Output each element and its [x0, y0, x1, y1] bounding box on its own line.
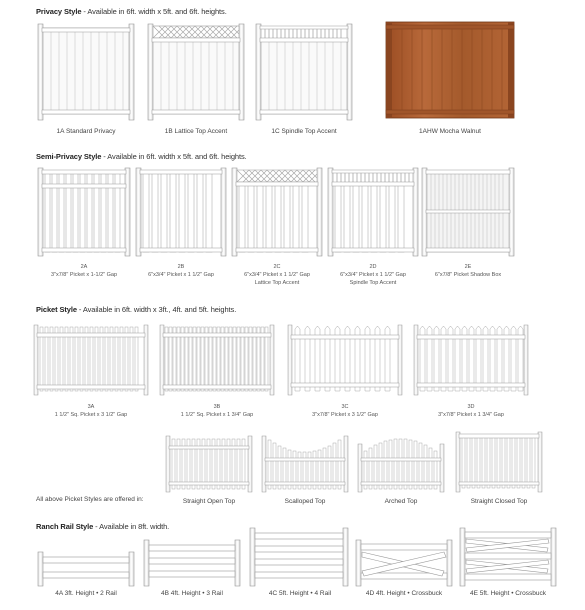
caption-2c-code: 2C — [273, 264, 281, 270]
section-title-privacy: Privacy Style - Available in 6ft. width x 5ft. and 6ft. heights. — [36, 7, 227, 16]
caption-arched-top: Arched Top — [384, 498, 418, 505]
fence-2a — [38, 168, 130, 256]
fence-2d — [328, 168, 418, 256]
caption-4c: 4C 5ft. Height • 4 Rail — [268, 590, 332, 597]
fence-2e-shadow-box — [422, 168, 514, 256]
caption-3c-code: 3C — [341, 404, 349, 410]
section-title-semi-privacy: Semi-Privacy Style - Available in 6ft. width x 5ft. and 6ft. heights. — [36, 152, 247, 161]
caption-4d: 4D 4ft. Height • Crossbuck — [365, 590, 443, 597]
fence-1b-lattice-top — [148, 22, 244, 122]
caption-4e: 4E 5ft. Height • Crossbuck — [470, 590, 546, 597]
section-title-picket: Picket Style - Available in 6ft. width x 3ft., 4ft. and 5ft. heights. — [36, 305, 237, 314]
caption-1b: 1B Lattice Top Accent — [164, 128, 228, 135]
fence-1ahw-mocha-walnut — [386, 22, 514, 118]
fence-4d-crossbuck — [356, 540, 452, 586]
caption-3b-desc: 1 1/2" Sq. Picket x 1 3/4" Gap — [180, 412, 254, 418]
caption-3b-code: 3B — [213, 404, 221, 410]
caption-4a: 4A 3ft. Height • 2 Rail — [55, 590, 117, 597]
caption-1ahw: 1AHW Mocha Walnut — [419, 128, 481, 135]
caption-3a-desc: 1 1/2" Sq. Picket x 3 1/2" Gap — [54, 412, 128, 418]
fence-4b-3-rail — [144, 540, 240, 586]
caption-2e-desc: 6"x7/8" Picket Shadow Box — [434, 272, 502, 278]
fence-3b — [160, 323, 274, 395]
fence-2c — [232, 168, 322, 256]
fence-4e-crossbuck — [460, 528, 556, 586]
fence-1a-standard-privacy — [38, 22, 134, 122]
fence-3c — [288, 323, 402, 395]
caption-2b-code: 2B — [177, 264, 185, 270]
caption-3d-desc: 3"x7/8" Picket x 1 3/4" Gap — [438, 412, 504, 418]
caption-2c-desc2: Lattice Top Accent — [254, 280, 300, 286]
fence-3d — [414, 323, 528, 395]
caption-3d-code: 3D — [467, 404, 475, 410]
caption-2c-desc: 6"x3/4" Picket x 1 1/2" Gap — [244, 272, 310, 278]
top-straight-open — [166, 436, 252, 492]
caption-scalloped-top: Scalloped Top — [284, 498, 326, 505]
caption-3a-code: 3A — [87, 404, 95, 410]
top-straight-closed — [456, 432, 542, 492]
caption-3c-desc: 3"x7/8" Picket x 3 1/2" Gap — [312, 412, 378, 418]
caption-1a: 1A Standard Privacy — [56, 128, 116, 135]
caption-2a-code: 2A — [80, 264, 88, 270]
caption-2a-desc: 3"x7/8" Picket x 1-1/2" Gap — [50, 272, 118, 278]
fence-3a — [34, 323, 148, 395]
caption-2b-desc: 6"x3/4" Picket x 1 1/2" Gap — [148, 272, 214, 278]
caption-2d-code: 2D — [369, 264, 377, 270]
caption-4b: 4B 4ft. Height • 3 Rail — [161, 590, 223, 597]
caption-2e-code: 2E — [464, 264, 472, 270]
fence-2b — [136, 168, 226, 256]
caption-straight-open-top: Straight Open Top — [182, 498, 236, 505]
fence-4a-2-rail — [38, 552, 134, 586]
fence-1c-spindle-top — [256, 22, 352, 122]
fence-4c-4-rail — [250, 528, 348, 586]
picket-tops-note: All above Picket Styles are offered in: — [36, 496, 144, 503]
caption-2d-desc2: Spindle Top Accent — [349, 280, 397, 286]
caption-2d-desc: 6"x3/4" Picket x 1 1/2" Gap — [340, 272, 406, 278]
section-title-ranch-rail: Ranch Rail Style - Available in 8ft. width. — [36, 522, 170, 531]
caption-1c: 1C Spindle Top Accent — [271, 128, 337, 135]
top-scalloped — [262, 436, 348, 492]
top-arched — [358, 436, 444, 492]
caption-straight-closed-top: Straight Closed Top — [470, 498, 528, 505]
